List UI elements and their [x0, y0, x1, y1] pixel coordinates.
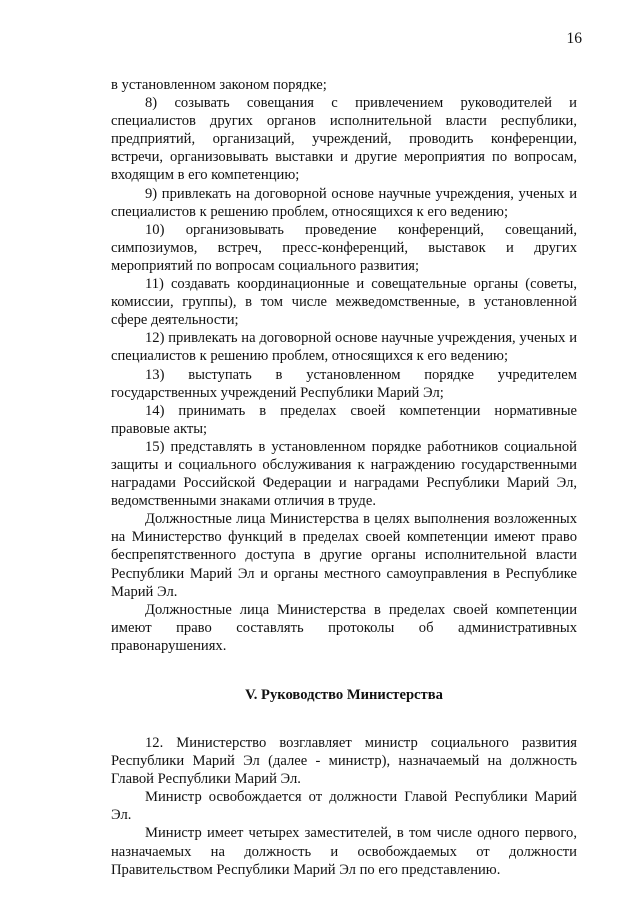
- list-item-8: 8) созывать совещания с привлечением руководителей и специалистов других органов исполнительной власти республики, предприятий, организаций, учреждений, проводить конференции, встречи, организовывать выставки и другие мероприятия по вопросам, входящим в его компетенцию;: [111, 95, 577, 184]
- list-item-14: 14) принимать в пределах своей компетенции нормативные правовые акты;: [111, 402, 577, 437]
- list-item-9: 9) привлекать на договорной основе научные учреждения, ученых и специалистов к решению проблем, относящихся к его ведению;: [111, 185, 577, 220]
- page-number: 16: [566, 30, 582, 47]
- list-item-12: 12) привлекать на договорной основе научные учреждения, ученых и специалистов к решению проблем, относящихся к его ведению;: [111, 330, 577, 365]
- paragraph-minister-dismissal: Министр освобождается от должности Главой Республики Марий Эл.: [111, 789, 577, 824]
- document-body: [111, 76, 577, 879]
- list-item-13: 13) выступать в установленном порядке учредителем государственных учреждений Республики Марий Эл;: [111, 366, 577, 401]
- list-item-11: 11) создавать координационные и совещательные органы (советы, комиссии, группы), в том числе межведомственные, в установленной сфере деятельности;: [111, 276, 577, 329]
- paragraph-minister-head: 12. Министерство возглавляет министр социального развития Республики Марий Эл (далее - министр), назначаемый на должность Главой Республики Марий Эл.: [111, 735, 577, 788]
- section-heading: V. Руководство Министерства: [245, 687, 443, 703]
- list-item-15: 15) представлять в установленном порядке работников социальной защиты и социального обслуживания к награждению государственными наградами Российской Федерации и наградами Республики Марий Эл, ведомственными знаками отличия в труде.: [111, 438, 577, 510]
- paragraph: в установленном законом порядке;: [111, 77, 327, 93]
- paragraph-officials-protocols: Должностные лица Министерства в пределах своей компетенции имеют право составлять протоколы об административных правонарушениях.: [111, 601, 577, 654]
- paragraph-officials-access: Должностные лица Министерства в целях выполнения возложенных на Министерство функций в пределах своей компетенции имеют право беспрепятственного доступа в другие органы исполнительной власти Республики Марий Эл и органы местного самоуправления в Республике Марий Эл.: [111, 511, 577, 600]
- paragraph-deputies: Министр имеет четырех заместителей, в том числе одного первого, назначаемых на должность и освобождаемых от должности Правительством Республики Марий Эл по его представлению.: [111, 825, 577, 878]
- list-item-10: 10) организовывать проведение конференций, совещаний, симпозиумов, встреч, пресс-конференций, выставок и других мероприятий по вопросам социального развития;: [111, 221, 577, 274]
